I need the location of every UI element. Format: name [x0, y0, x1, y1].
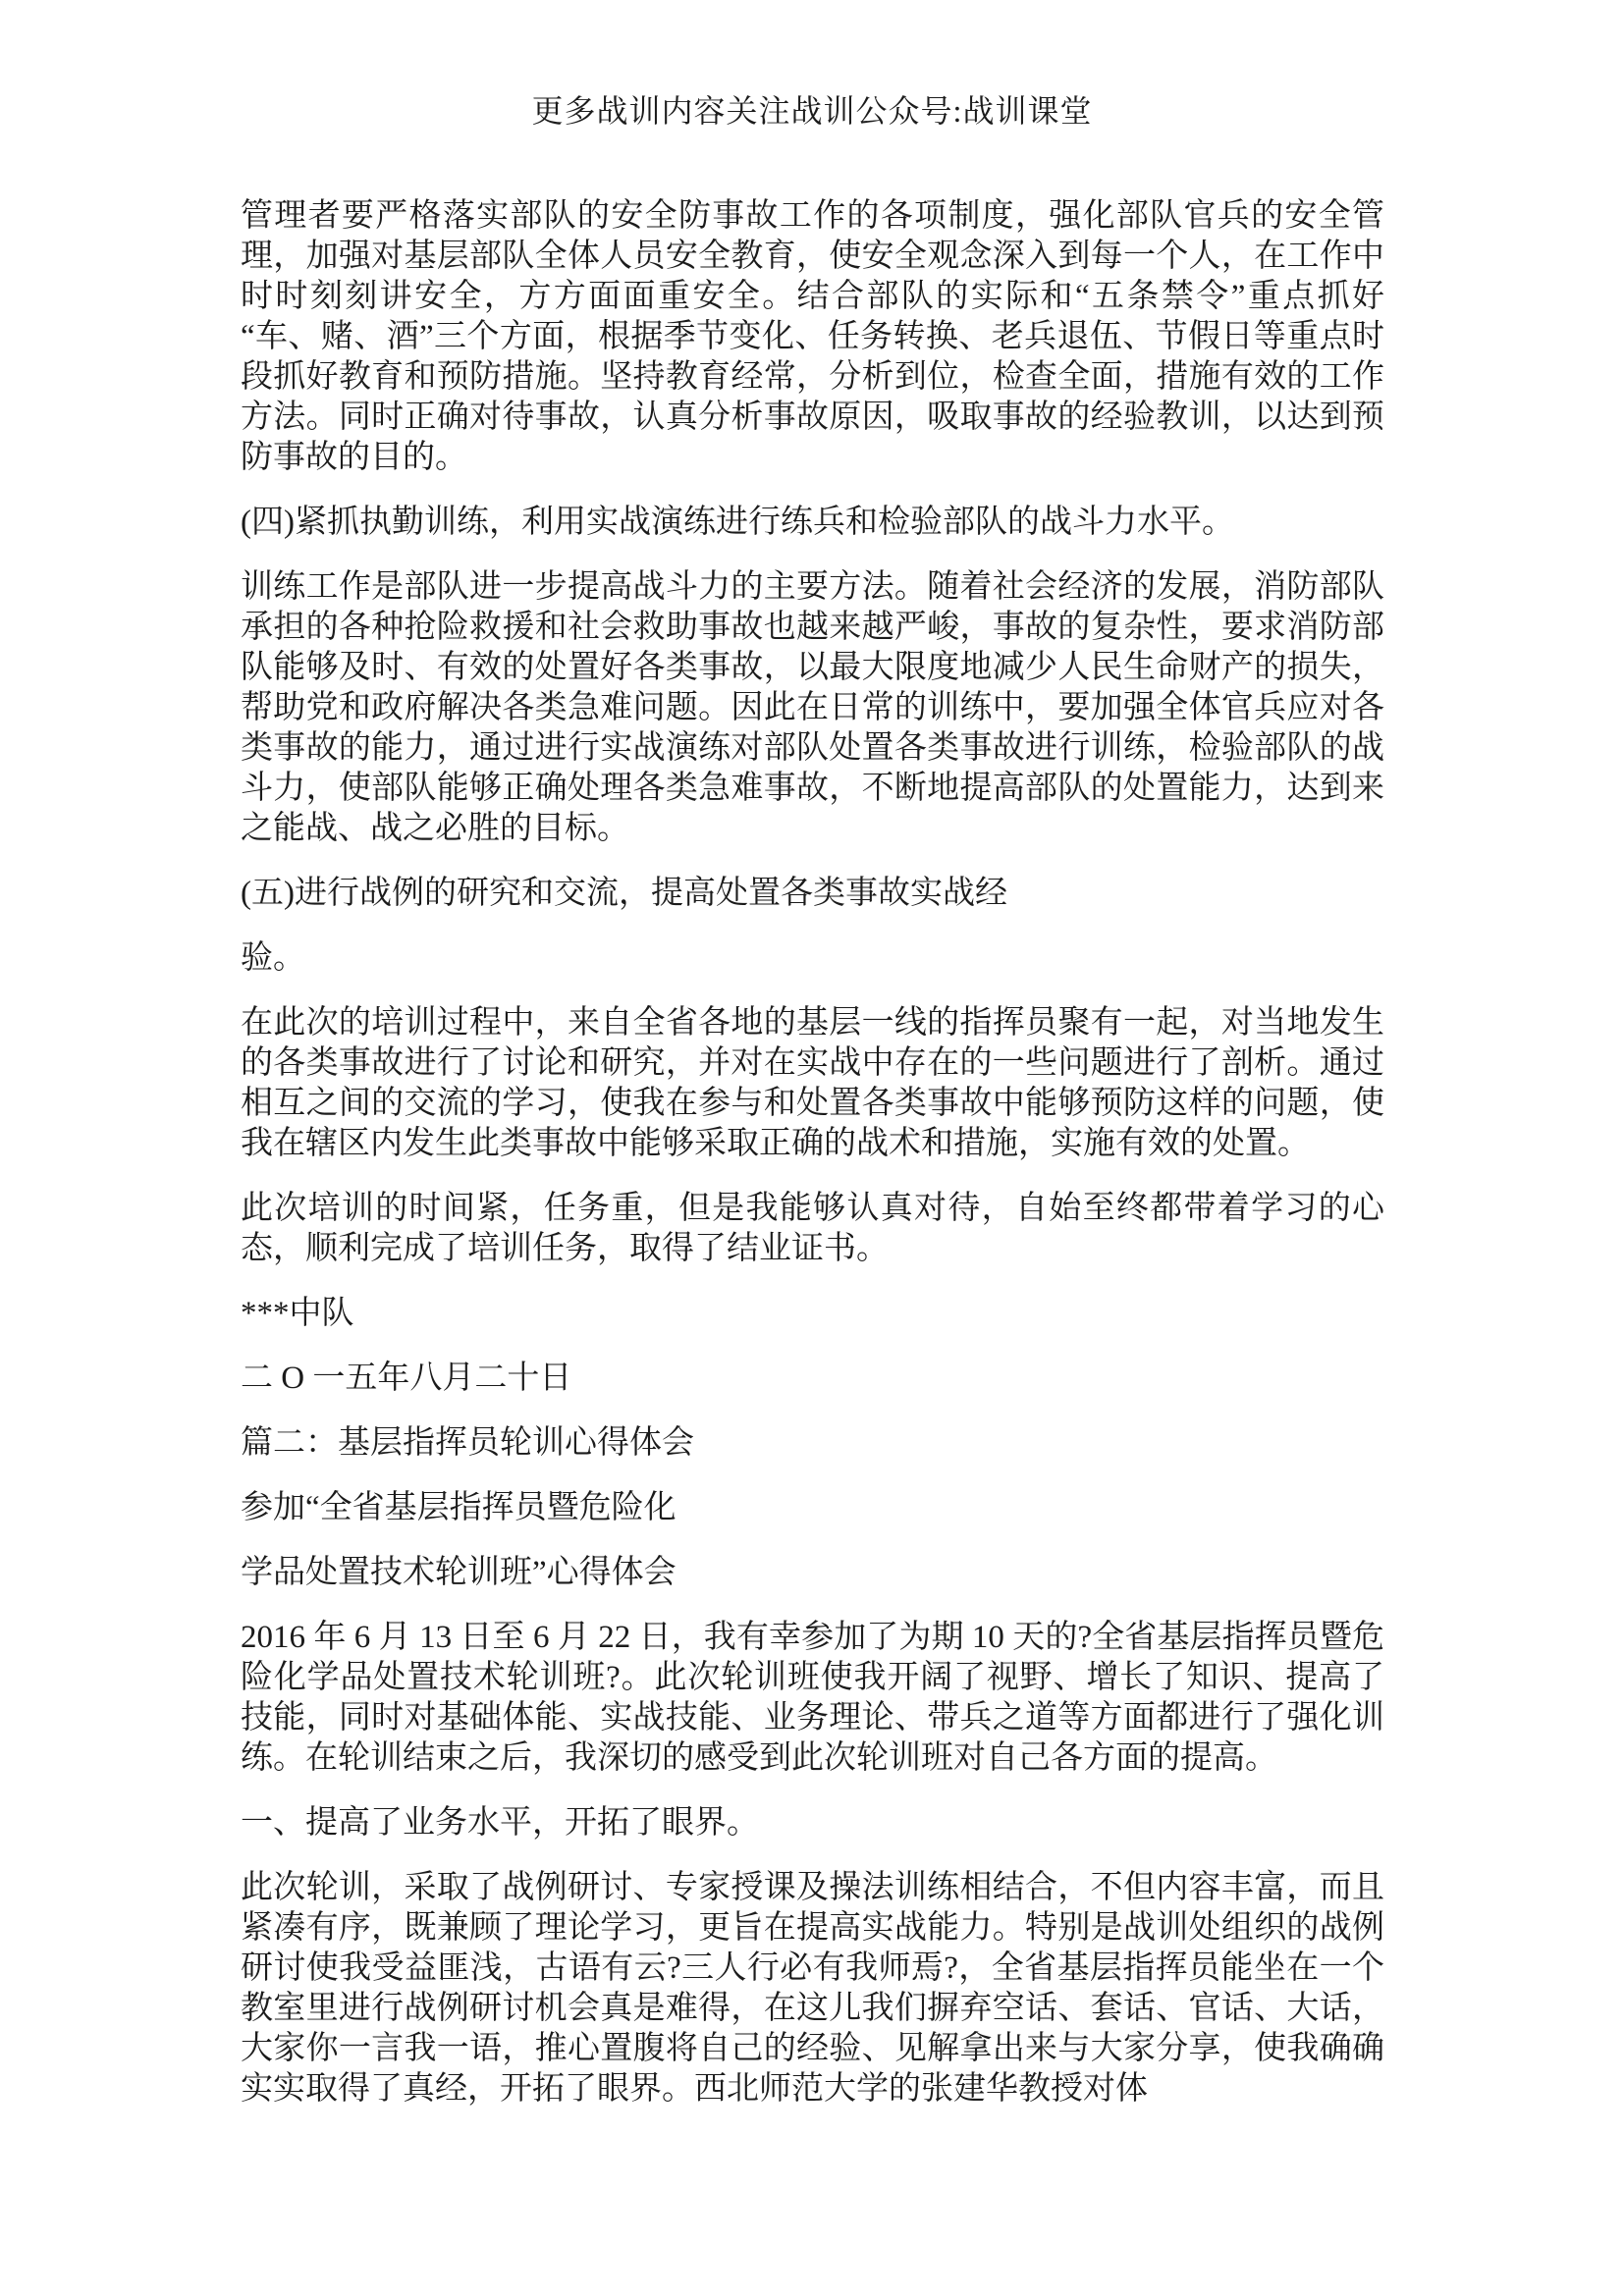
- paragraph-signature: ***中队: [241, 1296, 354, 1331]
- paragraph: 此次培训的时间紧，任务重，但是我能够认真对待，自始至终都带着学习的心态，顺利完成了培训任务，取得了结业证书。: [241, 1191, 1384, 1266]
- paragraph: (五)进行战例的研究和交流，提高处置各类事故实战经: [241, 876, 1007, 911]
- paragraph-heading: 一、提高了业务水平，开拓了眼界。: [241, 1805, 759, 1841]
- paragraph-title-line-2: 学品处置技术轮训班”心得体会: [241, 1555, 677, 1590]
- document-body: [241, 196, 1384, 2109]
- page-header: 更多战训内容关注战训公众号:战训课堂: [531, 93, 1093, 129]
- paragraph-title-line-1: 参加“全省基层指挥员暨危险化: [241, 1490, 677, 1525]
- paragraph: 2016 年 6 月 13 日至 6 月 22 日，我有幸参加了为期 10 天的?全省基层指挥员暨危险化学品处置技术轮训班?。此次轮训班使我开阔了视野、增长了知识、提高了技能，同时对基础体能、实战技能、业务理论、带兵之道等方面都进行了强化训练。在轮训结束之后，我深切的感受到此次轮训班对自己各方面的提高。: [241, 1620, 1384, 1776]
- paragraph: (四)紧抓执勤训练，利用实战演练进行练兵和检验部队的战斗力水平。: [241, 505, 1234, 540]
- paragraph: 此次轮训，采取了战例研讨、专家授课及操法训练相结合，不但内容丰富，而且紧凑有序，既兼顾了理论学习，更旨在提高实战能力。特别是战训处组织的战例研讨使我受益匪浅，古语有云?三人行必有我师焉?，全省基层指挥员能坐在一个教室里进行战例研讨机会真是难得，在这儿我们摒弃空话、套话、官话、大话，大家你一言我一语，推心置腹将自己的经验、见解拿出来与大家分享，使我确确实实取得了真经，开拓了眼界。西北师范大学的张建华教授对体: [241, 1870, 1384, 2107]
- paragraph: 验。: [241, 940, 305, 976]
- paragraph-date: 二 O 一五年八月二十日: [241, 1361, 572, 1396]
- paragraph-section-title: 篇二：基层指挥员轮训心得体会: [241, 1425, 694, 1461]
- paragraph: 训练工作是部队进一步提高战斗力的主要方法。随着社会经济的发展，消防部队承担的各种抢险救援和社会救助事故也越来越严峻，事故的复杂性，要求消防部队能够及时、有效的处置好各类事故，以最大限度地减少人民生命财产的损失，帮助党和政府解决各类急难问题。因此在日常的训练中，要加强全体官兵应对各类事故的能力，通过进行实战演练对部队处置各类事故进行训练，检验部队的战斗力，使部队能够正确处理各类急难事故，不断地提高部队的处置能力，达到来之能战、战之必胜的目标。: [241, 569, 1384, 846]
- paragraph: 在此次的培训过程中，来自全省各地的基层一线的指挥员聚有一起，对当地发生的各类事故进行了讨论和研究，并对在实战中存在的一些问题进行了剖析。通过相互之间的交流的学习，使我在参与和处置各类事故中能够预防这样的问题，使我在辖区内发生此类事故中能够采取正确的战术和措施，实施有效的处置。: [241, 1005, 1384, 1161]
- paragraph: 管理者要严格落实部队的安全防事故工作的各项制度，强化部队官兵的安全管理，加强对基层部队全体人员安全教育，使安全观念深入到每一个人，在工作中时时刻刻讲安全，方方面面重安全。结合部队的实际和“五条禁令”重点抓好“车、赌、酒”三个方面，根据季节变化、任务转换、老兵退伍、节假日等重点时段抓好教育和预防措施。坚持教育经常，分析到位，检查全面，措施有效的工作方法。同时正确对待事故，认真分析事故原因，吸取事故的经验教训，以达到预防事故的目的。: [241, 198, 1384, 475]
